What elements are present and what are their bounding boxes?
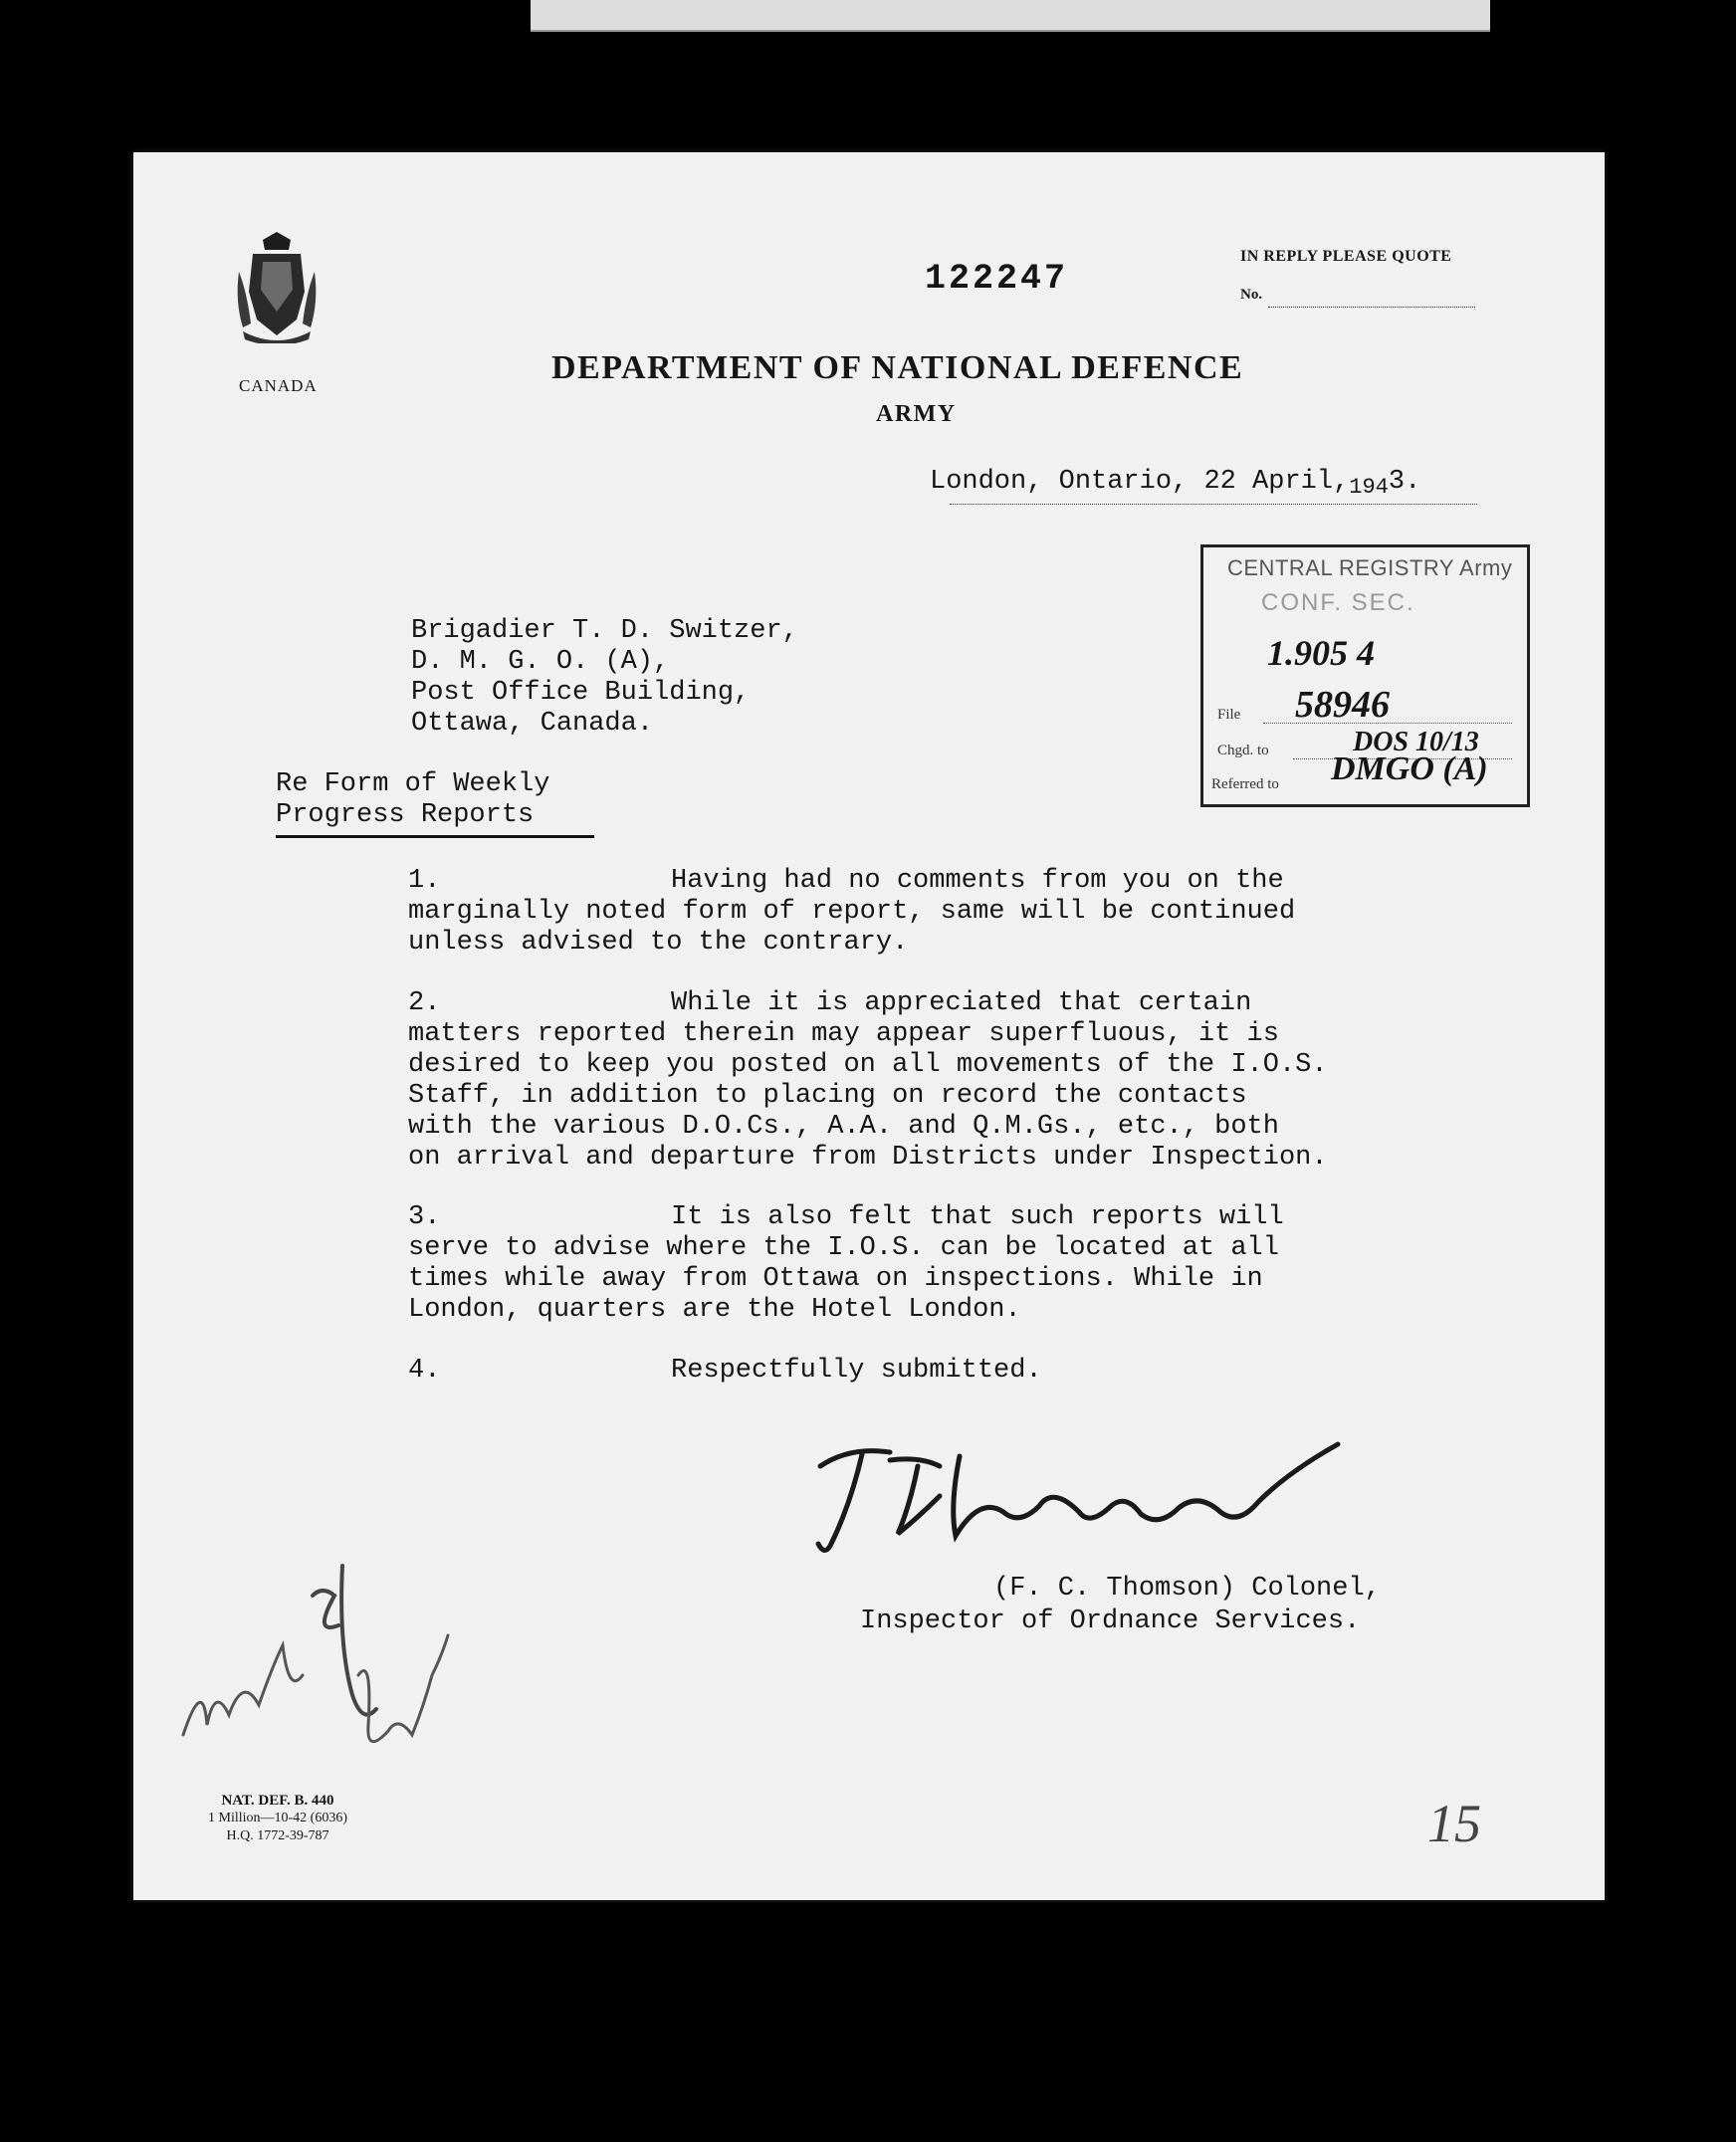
address-line: D. M. G. O. (A), — [411, 647, 670, 677]
paragraph-line: marginally noted form of report, same will be continued — [408, 897, 1296, 927]
signatory-name: (F. C. Thomson) Colonel, — [993, 1574, 1381, 1604]
form-code — [203, 1792, 352, 1845]
paragraph-3 — [408, 1202, 1284, 1326]
paragraph-first-line: Having had no comments from you on the — [671, 866, 1284, 896]
stamp-file-value: 58946 — [1295, 684, 1390, 726]
reply-number-line — [1268, 307, 1475, 308]
print-run: 1 Million—10-42 (6036) — [208, 1811, 347, 1825]
paragraph-number: 4. — [408, 1356, 441, 1386]
paragraph-line: desired to keep you posted on all movements of the I.O.S. — [408, 1050, 1328, 1080]
paragraph-number: 1. — [408, 866, 441, 896]
document-number: 122247 — [925, 259, 1069, 299]
branch-title: ARMY — [876, 401, 957, 427]
stamp-subheader: CONF. SEC. — [1261, 589, 1415, 616]
reply-number-label: No. — [1240, 287, 1263, 303]
date-dotted-line — [950, 504, 1477, 505]
hq-reference: H.Q. 1772-39-787 — [226, 1828, 329, 1843]
subject-line-1: Re Form of Weekly — [276, 769, 550, 799]
paragraph-line: unless advised to the contrary. — [408, 928, 909, 958]
paragraph-line: London, quarters are the Hotel London. — [408, 1295, 1021, 1325]
paragraph-number: 3. — [408, 1202, 441, 1232]
stamp-referred-value: DMGO (A) — [1331, 750, 1488, 787]
stamp-header: CENTRAL REGISTRY Army — [1227, 555, 1513, 580]
stamp-number: 1.905 4 — [1267, 633, 1375, 673]
subject-underline — [276, 835, 594, 838]
paragraph-first-line: While it is appreciated that certain — [671, 988, 1252, 1018]
address-line: Brigadier T. D. Switzer, — [411, 616, 798, 646]
handwritten-signature — [790, 1416, 1348, 1576]
stamp-chgd-label: Chgd. to — [1217, 743, 1269, 758]
subject-line — [276, 769, 549, 831]
page-number: 15 — [1427, 1794, 1481, 1853]
paragraph-2 — [408, 988, 1328, 1174]
date-year-suffix: 3. — [1388, 467, 1421, 497]
paragraph-4 — [408, 1356, 1042, 1387]
paragraph-line: on arrival and departure from Districts under Inspection. — [408, 1143, 1328, 1173]
paragraph-number: 2. — [408, 988, 441, 1018]
signatory-title: Inspector of Ordnance Services. — [860, 1606, 1361, 1636]
paragraph-first-line: Respectfully submitted. — [671, 1356, 1042, 1386]
paragraph-line: Staff, in addition to placing on record the contacts — [408, 1081, 1247, 1111]
registry-stamp — [1200, 544, 1530, 807]
stamp-chgd-value: DOS 10/13 — [1353, 727, 1479, 757]
subject-line-2: Progress Reports — [276, 800, 535, 830]
stamp-file-label: File — [1217, 707, 1241, 723]
address-line: Post Office Building, — [411, 678, 751, 708]
stamp-referred-label: Referred to — [1211, 776, 1279, 792]
paragraph-1 — [408, 866, 1295, 959]
crest-label: CANADA — [239, 376, 318, 395]
marginal-handwritten-note — [163, 1526, 462, 1785]
paragraph-first-line: It is also felt that such reports will — [671, 1202, 1284, 1232]
letter-page — [133, 152, 1605, 1900]
form-id: NAT. DEF. B. 440 — [221, 1793, 334, 1809]
paragraph-line: matters reported therein may appear superfluous, it is — [408, 1019, 1279, 1049]
date-year-prefix: 194 — [1349, 475, 1389, 500]
letter-date — [930, 467, 1420, 500]
date-main: London, Ontario, 22 April, — [930, 467, 1350, 497]
paragraph-line: serve to advise where the I.O.S. can be located at all — [408, 1233, 1279, 1263]
paragraph-line: times while away from Ottawa on inspections. While in — [408, 1264, 1263, 1294]
recipient-address — [411, 616, 798, 740]
canada-crest-icon — [233, 232, 321, 343]
signature-block — [860, 1573, 1381, 1638]
scanned-paper-scrap — [531, 0, 1490, 32]
reply-quote-label: IN REPLY PLEASE QUOTE — [1240, 248, 1452, 265]
department-title: DEPARTMENT OF NATIONAL DEFENCE — [551, 349, 1244, 386]
paragraph-line: with the various D.O.Cs., A.A. and Q.M.Gs., etc., both — [408, 1112, 1279, 1142]
address-line: Ottawa, Canada. — [411, 709, 654, 739]
